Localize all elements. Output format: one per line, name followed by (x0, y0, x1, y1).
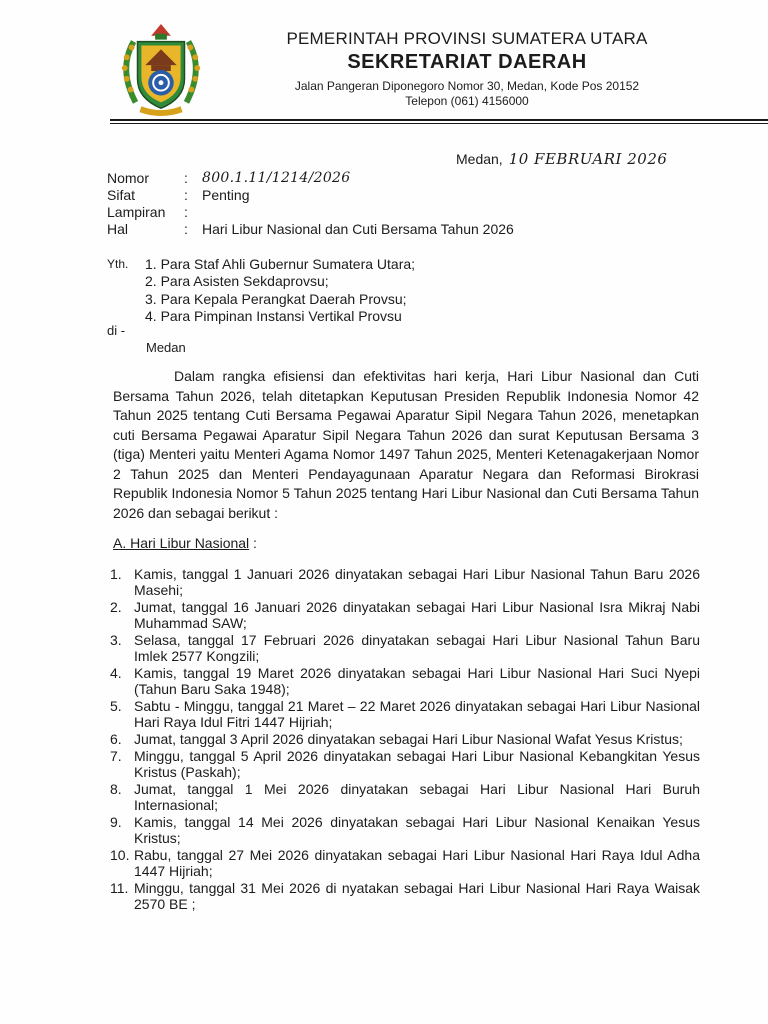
list-item-text: Jumat, tanggal 3 April 2026 dinyatakan sebagai Hari Libur Nasional Wafat Yesus Kristus; (134, 731, 683, 747)
list-item-number: 8. (110, 781, 122, 797)
list-item (110, 698, 700, 730)
list-item-number: 10. (110, 847, 130, 863)
recipient-item: 4. Para Pimpinan Instansi Vertikal Provsu (145, 307, 402, 324)
list-item (110, 632, 700, 664)
office-name: SEKRETARIAT DAERAH (347, 51, 587, 73)
list-item-text: Rabu, tanggal 27 Mei 2026 dinyatakan sebagai Hari Libur Nasional Hari Raya Idul Adha 1447 Hijriah; (134, 847, 700, 879)
section-title-suffix: : (249, 535, 257, 551)
list-item-text: Kamis, tanggal 1 Januari 2026 dinyatakan sebagai Hari Libur Nasional Tahun Baru 2026 Masehi; (134, 566, 700, 598)
meta-row-lampiran (107, 204, 514, 221)
list-item-text: Kamis, tanggal 14 Mei 2026 dinyatakan sebagai Hari Libur Nasional Kenaikan Yesus Kristus; (134, 814, 700, 846)
office-phone: Telepon (061) 4156000 (405, 94, 529, 108)
letterhead (0, 0, 768, 130)
letterhead-text (232, 28, 702, 109)
recipient-item: 3. Para Kepala Perangkat Daerah Provsu; (145, 290, 407, 307)
meta-colon: : (184, 187, 188, 203)
list-item (110, 599, 700, 631)
list-item-number: 7. (110, 748, 122, 764)
letter-meta (107, 170, 514, 238)
list-item (110, 665, 700, 697)
meta-colon: : (184, 221, 188, 237)
list-item-text: Minggu, tanggal 31 Mei 2026 di nyatakan sebagai Hari Libur Nasional Hari Raya Waisak 2570 BE ; (134, 880, 700, 912)
section-title-text: A. Hari Libur Nasional (113, 535, 250, 551)
letterhead-rule-thin (110, 123, 768, 124)
recipients-label: Yth. (107, 257, 129, 271)
provincial-emblem-icon (112, 22, 210, 118)
meta-value-hal: Hari Libur Nasional dan Cuti Bersama Tahun 2026 (202, 221, 514, 237)
list-item (110, 748, 700, 780)
recipients-place: Medan (146, 340, 186, 355)
list-item-text: Jumat, tanggal 1 Mei 2026 dinyatakan sebagai Hari Libur Nasional Hari Buruh Internasional; (134, 781, 700, 813)
list-item (110, 781, 700, 813)
letterhead-rule-thick (110, 119, 768, 121)
meta-value-nomor: 800.1.11/1214/2026 (202, 170, 351, 186)
list-item-text: Kamis, tanggal 19 Maret 2026 dinyatakan sebagai Hari Libur Nasional Hari Suci Nyepi (Tahun Baru Saka 1948); (134, 665, 700, 697)
meta-label: Hal (107, 221, 129, 237)
recipients-list (145, 256, 545, 325)
meta-row-nomor (107, 170, 514, 187)
list-item (110, 847, 700, 879)
body-paragraph: Dalam rangka efisiensi dan efektivitas hari kerja, Hari Libur Nasional dan Cuti Bersama Tahun 2026, telah ditetapkan Keputusan Presiden Republik Indonesia Nomor 42 Tahun 2025 tentang Cuti Bersama Pegawai Aparatur Sipil Negara Tahun 2026, menetapkan cuti Bersama Pegawai Aparatur Sipil Negara Tahun 2026 dan surat Keputusan Bersama 3 (tiga) Menteri yaitu Menteri Agama Nomor 1497 Tahun 2025, Menteri Ketenagakerjaan Nomor 2 Tahun 2025 dan Menteri Pendayagunaan Aparatur Negara dan Reformasi Birokrasi Republik Indonesia Nomor 5 Tahun 2025 tentang Hari Libur Nasional dan Cuti Bersama Tahun 2026 dan sebagai berikut : (113, 368, 699, 521)
list-item-number: 9. (110, 814, 122, 830)
list-item (110, 880, 700, 912)
meta-label: Lampiran (107, 204, 166, 220)
meta-label: Sifat (107, 187, 136, 203)
list-item-text: Jumat, tanggal 16 Januari 2026 dinyatakan sebagai Hari Libur Nasional Isra Mikraj Nabi Muhammad SAW; (134, 599, 700, 631)
list-item-number: 2. (110, 599, 122, 615)
list-item-number: 1. (110, 566, 122, 582)
list-item (110, 731, 700, 747)
date-handwritten: 10 FEBRUARI 2026 (508, 150, 668, 168)
meta-colon: : (184, 204, 188, 220)
list-item-number: 6. (110, 731, 122, 747)
list-item-text: Minggu, tanggal 5 April 2026 dinyatakan sebagai Hari Libur Nasional Kebangkitan Yesus Kristus (Paskah); (134, 748, 700, 780)
meta-colon: : (184, 170, 188, 186)
meta-label: Nomor (107, 170, 150, 186)
letter-date (456, 150, 667, 168)
meta-value-sifat: Penting (202, 187, 250, 203)
recipient-item: 2. Para Asisten Sekdaprovsu; (145, 273, 329, 290)
list-item-text: Selasa, tanggal 17 Februari 2026 dinyatakan sebagai Hari Libur Nasional Tahun Baru Imlek 2577 Kongzili; (134, 632, 700, 664)
meta-row-sifat (107, 187, 514, 204)
list-item (110, 566, 700, 598)
recipients-di: di - (107, 323, 126, 338)
government-name: PEMERINTAH PROVINSI SUMATERA UTARA (286, 29, 648, 48)
date-city: Medan, (456, 151, 503, 167)
section-title (113, 535, 257, 552)
holiday-list (110, 566, 700, 913)
meta-row-hal (107, 221, 514, 238)
office-address: Jalan Pangeran Diponegoro Nomor 30, Medan, Kode Pos 20152 (294, 79, 640, 93)
list-item (110, 814, 700, 846)
list-item-number: 5. (110, 698, 122, 714)
list-item-text: Sabtu - Minggu, tanggal 21 Maret – 22 Maret 2026 dinyatakan sebagai Hari Libur Nasional Hari Raya Idul Fitri 1447 Hijriah; (134, 698, 700, 730)
recipient-item: 1. Para Staf Ahli Gubernur Sumatera Utara; (145, 256, 416, 272)
list-item-number: 3. (110, 632, 122, 648)
list-item-number: 11. (110, 880, 129, 896)
list-item-number: 4. (110, 665, 122, 681)
